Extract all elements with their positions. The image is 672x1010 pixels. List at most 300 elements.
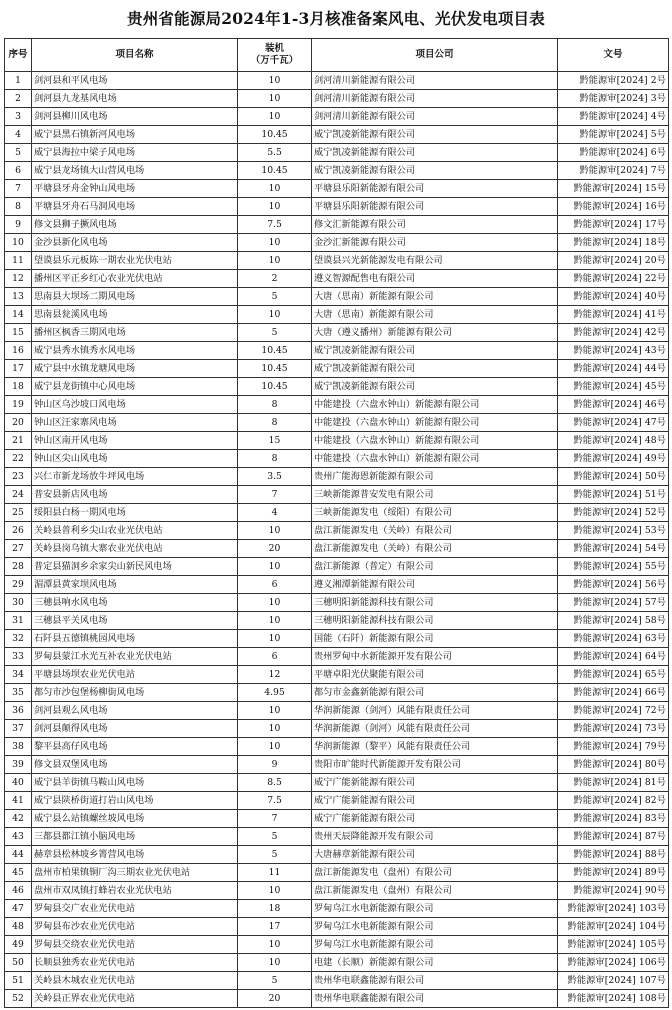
cell-project-name: 长顺县独秀农业光伏电站 bbox=[32, 954, 238, 972]
header-no: 序号 bbox=[5, 39, 32, 72]
table-row bbox=[5, 72, 669, 90]
cell-no: 41 bbox=[5, 792, 32, 810]
cell-capacity: 5 bbox=[238, 972, 312, 990]
table-row bbox=[5, 612, 669, 630]
table-row bbox=[5, 450, 669, 468]
cell-project-name: 三都县都江镇小脑风电场 bbox=[32, 828, 238, 846]
cell-no: 52 bbox=[5, 990, 32, 1008]
cell-capacity: 10 bbox=[238, 198, 312, 216]
cell-capacity: 5 bbox=[238, 828, 312, 846]
cell-project-name: 平塘县牙舟金钟山风电场 bbox=[32, 180, 238, 198]
cell-no: 26 bbox=[5, 522, 32, 540]
cell-company: 华润新能源（剑河）风能有限责任公司 bbox=[312, 702, 558, 720]
cell-no: 21 bbox=[5, 432, 32, 450]
cell-company: 威宁凯凌新能源有限公司 bbox=[312, 378, 558, 396]
table-header-row bbox=[5, 39, 669, 72]
cell-capacity: 7.5 bbox=[238, 216, 312, 234]
cell-doc-number: 黔能源审[2024] 72号 bbox=[558, 702, 669, 720]
cell-project-name: 普安县新店风电场 bbox=[32, 486, 238, 504]
cell-company: 平塘县乐阳新能源有限公司 bbox=[312, 180, 558, 198]
table-row bbox=[5, 432, 669, 450]
table-row bbox=[5, 162, 669, 180]
cell-project-name: 平塘县牙舟石马洞风电场 bbox=[32, 198, 238, 216]
cell-company: 望谟县兴光新能源发电有限公司 bbox=[312, 252, 558, 270]
cell-doc-number: 黔能源审[2024] 79号 bbox=[558, 738, 669, 756]
cell-capacity: 10 bbox=[238, 234, 312, 252]
cell-project-name: 剑河县和平风电场 bbox=[32, 72, 238, 90]
cell-no: 37 bbox=[5, 720, 32, 738]
table-row bbox=[5, 792, 669, 810]
cell-project-name: 关岭县正界农业光伏电站 bbox=[32, 990, 238, 1008]
cell-project-name: 修文县狮子撅风电场 bbox=[32, 216, 238, 234]
cell-no: 14 bbox=[5, 306, 32, 324]
cell-company: 中能建投（六盘水钟山）新能源有限公司 bbox=[312, 432, 558, 450]
cell-project-name: 盘州市柏果镇铜厂沟三期农业光伏电站 bbox=[32, 864, 238, 882]
table-row bbox=[5, 558, 669, 576]
cell-company: 华润新能源（剑河）风能有限责任公司 bbox=[312, 720, 558, 738]
cell-no: 39 bbox=[5, 756, 32, 774]
cell-capacity: 10.45 bbox=[238, 162, 312, 180]
cell-no: 44 bbox=[5, 846, 32, 864]
cell-capacity: 5.5 bbox=[238, 144, 312, 162]
cell-doc-number: 黔能源审[2024] 56号 bbox=[558, 576, 669, 594]
cell-no: 40 bbox=[5, 774, 32, 792]
cell-doc-number: 黔能源审[2024] 45号 bbox=[558, 378, 669, 396]
cell-no: 25 bbox=[5, 504, 32, 522]
cell-doc-number: 黔能源审[2024] 18号 bbox=[558, 234, 669, 252]
table-row bbox=[5, 648, 669, 666]
cell-doc-number: 黔能源审[2024] 81号 bbox=[558, 774, 669, 792]
cell-company: 平塘卓阳光伏聚能有限公司 bbox=[312, 666, 558, 684]
table-row bbox=[5, 594, 669, 612]
cell-company: 剑河清川新能源有限公司 bbox=[312, 108, 558, 126]
header-company: 项目公司 bbox=[312, 39, 558, 72]
cell-project-name: 剑河县观么风电场 bbox=[32, 702, 238, 720]
cell-no: 32 bbox=[5, 630, 32, 648]
cell-project-name: 关岭县普利乡尖山农业光伏电站 bbox=[32, 522, 238, 540]
cell-company: 贵州广能海恩新能源有限公司 bbox=[312, 468, 558, 486]
cell-no: 31 bbox=[5, 612, 32, 630]
table-row bbox=[5, 990, 669, 1008]
cell-capacity: 10 bbox=[238, 936, 312, 954]
cell-company: 大唐赫章新能源有限公司 bbox=[312, 846, 558, 864]
table-row bbox=[5, 972, 669, 990]
cell-no: 49 bbox=[5, 936, 32, 954]
cell-doc-number: 黔能源审[2024] 108号 bbox=[558, 990, 669, 1008]
cell-doc-number: 黔能源审[2024] 42号 bbox=[558, 324, 669, 342]
cell-project-name: 威宁县秀水镇秀水风电场 bbox=[32, 342, 238, 360]
cell-doc-number: 黔能源审[2024] 88号 bbox=[558, 846, 669, 864]
cell-capacity: 8 bbox=[238, 450, 312, 468]
table-row bbox=[5, 504, 669, 522]
cell-doc-number: 黔能源审[2024] 106号 bbox=[558, 954, 669, 972]
cell-no: 15 bbox=[5, 324, 32, 342]
cell-capacity: 10.45 bbox=[238, 378, 312, 396]
cell-capacity: 5 bbox=[238, 288, 312, 306]
table-row bbox=[5, 846, 669, 864]
table-row bbox=[5, 900, 669, 918]
cell-company: 威宁广能新能源有限公司 bbox=[312, 810, 558, 828]
cell-project-name: 关岭县木城农业光伏电站 bbox=[32, 972, 238, 990]
cell-doc-number: 黔能源审[2024] 6号 bbox=[558, 144, 669, 162]
cell-doc-number: 黔能源审[2024] 107号 bbox=[558, 972, 669, 990]
cell-project-name: 思南县大坝场二期风电场 bbox=[32, 288, 238, 306]
table-row bbox=[5, 684, 669, 702]
cell-capacity: 2 bbox=[238, 270, 312, 288]
cell-company: 三穗明阳新能源科技有限公司 bbox=[312, 594, 558, 612]
table-row bbox=[5, 414, 669, 432]
cell-company: 贵州天辰降能源开发有限公司 bbox=[312, 828, 558, 846]
table-row bbox=[5, 720, 669, 738]
cell-no: 38 bbox=[5, 738, 32, 756]
cell-company: 贵州华电联鑫能源有限公司 bbox=[312, 972, 558, 990]
cell-no: 30 bbox=[5, 594, 32, 612]
cell-doc-number: 黔能源审[2024] 52号 bbox=[558, 504, 669, 522]
cell-no: 20 bbox=[5, 414, 32, 432]
cell-no: 46 bbox=[5, 882, 32, 900]
cell-company: 遵义智源配售电有限公司 bbox=[312, 270, 558, 288]
cell-doc-number: 黔能源审[2024] 82号 bbox=[558, 792, 669, 810]
cell-no: 8 bbox=[5, 198, 32, 216]
cell-project-name: 罗甸县交绕农业光伏电站 bbox=[32, 936, 238, 954]
cell-company: 威宁凯凌新能源有限公司 bbox=[312, 162, 558, 180]
cell-capacity: 15 bbox=[238, 432, 312, 450]
cell-project-name: 都匀市沙包堡杨柳街风电场 bbox=[32, 684, 238, 702]
cell-company: 罗甸乌江水电新能源有限公司 bbox=[312, 918, 558, 936]
table-row bbox=[5, 630, 669, 648]
table-row bbox=[5, 396, 669, 414]
cell-doc-number: 黔能源审[2024] 63号 bbox=[558, 630, 669, 648]
cell-no: 28 bbox=[5, 558, 32, 576]
table-row bbox=[5, 666, 669, 684]
cell-doc-number: 黔能源审[2024] 20号 bbox=[558, 252, 669, 270]
cell-project-name: 金沙县新化风电场 bbox=[32, 234, 238, 252]
cell-company: 华润新能源（黎平）风能有限责任公司 bbox=[312, 738, 558, 756]
cell-no: 24 bbox=[5, 486, 32, 504]
cell-company: 盘江新能源发电（盘州）有限公司 bbox=[312, 864, 558, 882]
cell-project-name: 钟山区乌沙坡口风电场 bbox=[32, 396, 238, 414]
cell-project-name: 钟山区南开风电场 bbox=[32, 432, 238, 450]
cell-doc-number: 黔能源审[2024] 89号 bbox=[558, 864, 669, 882]
cell-company: 遵义湘潭新能源有限公司 bbox=[312, 576, 558, 594]
cell-doc-number: 黔能源审[2024] 44号 bbox=[558, 360, 669, 378]
cell-company: 平塘县乐阳新能源有限公司 bbox=[312, 198, 558, 216]
cell-doc-number: 黔能源审[2024] 90号 bbox=[558, 882, 669, 900]
cell-doc-number: 黔能源审[2024] 48号 bbox=[558, 432, 669, 450]
cell-no: 13 bbox=[5, 288, 32, 306]
table-row bbox=[5, 828, 669, 846]
cell-no: 16 bbox=[5, 342, 32, 360]
cell-doc-number: 黔能源审[2024] 104号 bbox=[558, 918, 669, 936]
cell-no: 5 bbox=[5, 144, 32, 162]
cell-no: 34 bbox=[5, 666, 32, 684]
cell-doc-number: 黔能源审[2024] 3号 bbox=[558, 90, 669, 108]
cell-project-name: 钟山区尖山风电场 bbox=[32, 450, 238, 468]
cell-company: 罗甸乌江水电新能源有限公司 bbox=[312, 936, 558, 954]
cell-doc-number: 黔能源审[2024] 15号 bbox=[558, 180, 669, 198]
table-row bbox=[5, 90, 669, 108]
cell-no: 36 bbox=[5, 702, 32, 720]
cell-capacity: 6 bbox=[238, 648, 312, 666]
cell-doc-number: 黔能源审[2024] 105号 bbox=[558, 936, 669, 954]
cell-company: 贵州罗甸中水新能源开发有限公司 bbox=[312, 648, 558, 666]
cell-doc-number: 黔能源审[2024] 66号 bbox=[558, 684, 669, 702]
table-row bbox=[5, 198, 669, 216]
table-row bbox=[5, 774, 669, 792]
cell-no: 10 bbox=[5, 234, 32, 252]
cell-capacity: 8 bbox=[238, 396, 312, 414]
cell-doc-number: 黔能源审[2024] 103号 bbox=[558, 900, 669, 918]
cell-no: 48 bbox=[5, 918, 32, 936]
cell-capacity: 7 bbox=[238, 810, 312, 828]
cell-doc-number: 黔能源审[2024] 54号 bbox=[558, 540, 669, 558]
cell-no: 19 bbox=[5, 396, 32, 414]
cell-company: 剑河清川新能源有限公司 bbox=[312, 90, 558, 108]
table-row bbox=[5, 864, 669, 882]
cell-project-name: 黎平县高仔风电场 bbox=[32, 738, 238, 756]
table-row bbox=[5, 144, 669, 162]
cell-company: 三穗明阳新能源科技有限公司 bbox=[312, 612, 558, 630]
cell-company: 修文汇新能源有限公司 bbox=[312, 216, 558, 234]
cell-capacity: 10 bbox=[238, 720, 312, 738]
cell-no: 7 bbox=[5, 180, 32, 198]
cell-capacity: 18 bbox=[238, 900, 312, 918]
cell-project-name: 威宁县羊街镇马鞍山风电场 bbox=[32, 774, 238, 792]
cell-project-name: 石阡县五德镇桃园风电场 bbox=[32, 630, 238, 648]
cell-capacity: 10 bbox=[238, 558, 312, 576]
cell-capacity: 10 bbox=[238, 252, 312, 270]
cell-project-name: 三穗县响水风电场 bbox=[32, 594, 238, 612]
cell-company: 金沙汇新能源有限公司 bbox=[312, 234, 558, 252]
cell-capacity: 5 bbox=[238, 846, 312, 864]
cell-doc-number: 黔能源审[2024] 4号 bbox=[558, 108, 669, 126]
cell-company: 电建（长顺）新能源有限公司 bbox=[312, 954, 558, 972]
project-table bbox=[4, 38, 669, 1008]
cell-company: 威宁广能新能源有限公司 bbox=[312, 792, 558, 810]
cell-project-name: 兴仁市新龙场放牛坪风电场 bbox=[32, 468, 238, 486]
cell-no: 23 bbox=[5, 468, 32, 486]
cell-company: 大唐（遵义播州）新能源有限公司 bbox=[312, 324, 558, 342]
table-row bbox=[5, 252, 669, 270]
cell-no: 6 bbox=[5, 162, 32, 180]
cell-doc-number: 黔能源审[2024] 58号 bbox=[558, 612, 669, 630]
cell-no: 51 bbox=[5, 972, 32, 990]
cell-project-name: 播州区平正乡红心农业光伏电站 bbox=[32, 270, 238, 288]
cell-doc-number: 黔能源审[2024] 83号 bbox=[558, 810, 669, 828]
cell-doc-number: 黔能源审[2024] 73号 bbox=[558, 720, 669, 738]
cell-capacity: 10 bbox=[238, 882, 312, 900]
cell-no: 3 bbox=[5, 108, 32, 126]
cell-project-name: 威宁县龙街镇中心风电场 bbox=[32, 378, 238, 396]
table-row bbox=[5, 738, 669, 756]
cell-no: 18 bbox=[5, 378, 32, 396]
cell-capacity: 7 bbox=[238, 486, 312, 504]
table-row bbox=[5, 918, 669, 936]
cell-capacity: 5 bbox=[238, 324, 312, 342]
cell-capacity: 20 bbox=[238, 990, 312, 1008]
cell-capacity: 3.5 bbox=[238, 468, 312, 486]
cell-no: 29 bbox=[5, 576, 32, 594]
cell-company: 国能（石阡）新能源有限公司 bbox=[312, 630, 558, 648]
cell-capacity: 6 bbox=[238, 576, 312, 594]
cell-capacity: 10 bbox=[238, 630, 312, 648]
cell-capacity: 10 bbox=[238, 180, 312, 198]
cell-project-name: 剑河县九龙基风电场 bbox=[32, 90, 238, 108]
table-row bbox=[5, 954, 669, 972]
table-row bbox=[5, 306, 669, 324]
cell-capacity: 11 bbox=[238, 864, 312, 882]
cell-company: 罗甸乌江水电新能源有限公司 bbox=[312, 900, 558, 918]
cell-company: 威宁凯凌新能源有限公司 bbox=[312, 126, 558, 144]
table-row bbox=[5, 810, 669, 828]
cell-company: 贵阳市旷能时代新能源开发有限公司 bbox=[312, 756, 558, 774]
cell-capacity: 10 bbox=[238, 108, 312, 126]
cell-doc-number: 黔能源审[2024] 50号 bbox=[558, 468, 669, 486]
cell-doc-number: 黔能源审[2024] 64号 bbox=[558, 648, 669, 666]
cell-doc-number: 黔能源审[2024] 16号 bbox=[558, 198, 669, 216]
cell-company: 大唐（思南）新能源有限公司 bbox=[312, 288, 558, 306]
table-row bbox=[5, 126, 669, 144]
cell-company: 大唐（思南）新能源有限公司 bbox=[312, 306, 558, 324]
cell-project-name: 绥阳县白杨一期风电场 bbox=[32, 504, 238, 522]
cell-no: 17 bbox=[5, 360, 32, 378]
cell-project-name: 盘州市双凤镇打蜂岩农业光伏电站 bbox=[32, 882, 238, 900]
cell-doc-number: 黔能源审[2024] 80号 bbox=[558, 756, 669, 774]
cell-capacity: 17 bbox=[238, 918, 312, 936]
cell-project-name: 普定县猫洞乡余家尖山新民风电场 bbox=[32, 558, 238, 576]
cell-no: 22 bbox=[5, 450, 32, 468]
cell-project-name: 思南县瓮溪风电场 bbox=[32, 306, 238, 324]
cell-company: 盘江新能源发电（关岭）有限公司 bbox=[312, 540, 558, 558]
cell-company: 中能建投（六盘水钟山）新能源有限公司 bbox=[312, 396, 558, 414]
cell-project-name: 威宁县么站镇螺丝坡风电场 bbox=[32, 810, 238, 828]
cell-company: 盘江新能源发电（盘州）有限公司 bbox=[312, 882, 558, 900]
cell-no: 47 bbox=[5, 900, 32, 918]
cell-project-name: 罗甸县交广农业光伏电站 bbox=[32, 900, 238, 918]
cell-company: 中能建投（六盘水钟山）新能源有限公司 bbox=[312, 414, 558, 432]
cell-no: 35 bbox=[5, 684, 32, 702]
table-row bbox=[5, 540, 669, 558]
cell-doc-number: 黔能源审[2024] 47号 bbox=[558, 414, 669, 432]
cell-no: 11 bbox=[5, 252, 32, 270]
cell-company: 盘江新能源发电（关岭）有限公司 bbox=[312, 522, 558, 540]
cell-doc-number: 黔能源审[2024] 65号 bbox=[558, 666, 669, 684]
cell-company: 都匀市金鑫新能源有限公司 bbox=[312, 684, 558, 702]
cell-project-name: 威宁县黑石镇新河风电场 bbox=[32, 126, 238, 144]
cell-doc-number: 黔能源审[2024] 2号 bbox=[558, 72, 669, 90]
cell-project-name: 罗甸县布沙农业光伏电站 bbox=[32, 918, 238, 936]
cell-capacity: 10 bbox=[238, 522, 312, 540]
cell-doc-number: 黔能源审[2024] 57号 bbox=[558, 594, 669, 612]
cell-company: 盘江新能源（普定）有限公司 bbox=[312, 558, 558, 576]
cell-capacity: 10.45 bbox=[238, 342, 312, 360]
cell-no: 33 bbox=[5, 648, 32, 666]
header-capacity: 装机 （万千瓦） bbox=[238, 39, 312, 72]
cell-capacity: 20 bbox=[238, 540, 312, 558]
cell-capacity: 10 bbox=[238, 702, 312, 720]
cell-no: 50 bbox=[5, 954, 32, 972]
table-row bbox=[5, 234, 669, 252]
table-row bbox=[5, 378, 669, 396]
cell-doc-number: 黔能源审[2024] 41号 bbox=[558, 306, 669, 324]
table-row bbox=[5, 108, 669, 126]
table-row bbox=[5, 180, 669, 198]
table-body bbox=[5, 72, 669, 1008]
cell-project-name: 威宁县龙场镇大山营风电场 bbox=[32, 162, 238, 180]
table-row bbox=[5, 486, 669, 504]
table-row bbox=[5, 522, 669, 540]
table-row bbox=[5, 288, 669, 306]
cell-capacity: 10 bbox=[238, 612, 312, 630]
cell-doc-number: 黔能源审[2024] 43号 bbox=[558, 342, 669, 360]
header-doc-number: 文号 bbox=[558, 39, 669, 72]
cell-capacity: 10 bbox=[238, 72, 312, 90]
cell-company: 贵州华电联鑫能源有限公司 bbox=[312, 990, 558, 1008]
cell-company: 剑河清川新能源有限公司 bbox=[312, 72, 558, 90]
cell-doc-number: 黔能源审[2024] 40号 bbox=[558, 288, 669, 306]
cell-company: 威宁广能新能源有限公司 bbox=[312, 774, 558, 792]
cell-no: 42 bbox=[5, 810, 32, 828]
cell-doc-number: 黔能源审[2024] 55号 bbox=[558, 558, 669, 576]
table-row bbox=[5, 342, 669, 360]
cell-no: 43 bbox=[5, 828, 32, 846]
cell-doc-number: 黔能源审[2024] 22号 bbox=[558, 270, 669, 288]
cell-doc-number: 黔能源审[2024] 87号 bbox=[558, 828, 669, 846]
cell-capacity: 4 bbox=[238, 504, 312, 522]
table-row bbox=[5, 360, 669, 378]
cell-capacity: 10 bbox=[238, 90, 312, 108]
cell-capacity: 10 bbox=[238, 594, 312, 612]
cell-doc-number: 黔能源审[2024] 17号 bbox=[558, 216, 669, 234]
cell-capacity: 9 bbox=[238, 756, 312, 774]
cell-capacity: 10 bbox=[238, 954, 312, 972]
table-row bbox=[5, 468, 669, 486]
cell-company: 三峡新能源普安发电有限公司 bbox=[312, 486, 558, 504]
cell-project-name: 望谟县乐元板陈一期农业光伏电站 bbox=[32, 252, 238, 270]
cell-no: 12 bbox=[5, 270, 32, 288]
cell-project-name: 钟山区汪家寨风电场 bbox=[32, 414, 238, 432]
cell-company: 威宁凯凌新能源有限公司 bbox=[312, 144, 558, 162]
cell-no: 45 bbox=[5, 864, 32, 882]
table-row bbox=[5, 576, 669, 594]
cell-capacity: 8 bbox=[238, 414, 312, 432]
table-row bbox=[5, 216, 669, 234]
cell-doc-number: 黔能源审[2024] 49号 bbox=[558, 450, 669, 468]
cell-capacity: 4.95 bbox=[238, 684, 312, 702]
table-row bbox=[5, 756, 669, 774]
cell-company: 三峡新能源发电（绥阳）有限公司 bbox=[312, 504, 558, 522]
cell-project-name: 威宁县中水镇龙塘风电场 bbox=[32, 360, 238, 378]
table-row bbox=[5, 324, 669, 342]
document-title: 贵州省能源局2024年1-3月核准备案风电、光伏发电项目表 bbox=[127, 9, 545, 28]
cell-project-name: 剑河县颠得风电场 bbox=[32, 720, 238, 738]
cell-doc-number: 黔能源审[2024] 46号 bbox=[558, 396, 669, 414]
cell-doc-number: 黔能源审[2024] 53号 bbox=[558, 522, 669, 540]
cell-no: 1 bbox=[5, 72, 32, 90]
cell-capacity: 10.45 bbox=[238, 360, 312, 378]
cell-project-name: 关岭县岗乌镇大寨农业光伏电站 bbox=[32, 540, 238, 558]
cell-no: 4 bbox=[5, 126, 32, 144]
cell-project-name: 威宁县海拉中梁子风电场 bbox=[32, 144, 238, 162]
cell-no: 2 bbox=[5, 90, 32, 108]
cell-capacity: 10.45 bbox=[238, 126, 312, 144]
cell-doc-number: 黔能源审[2024] 5号 bbox=[558, 126, 669, 144]
table-row bbox=[5, 936, 669, 954]
table-row bbox=[5, 882, 669, 900]
cell-capacity: 10 bbox=[238, 738, 312, 756]
cell-project-name: 修文县双堡风电场 bbox=[32, 756, 238, 774]
cell-project-name: 播州区枫香三期风电场 bbox=[32, 324, 238, 342]
